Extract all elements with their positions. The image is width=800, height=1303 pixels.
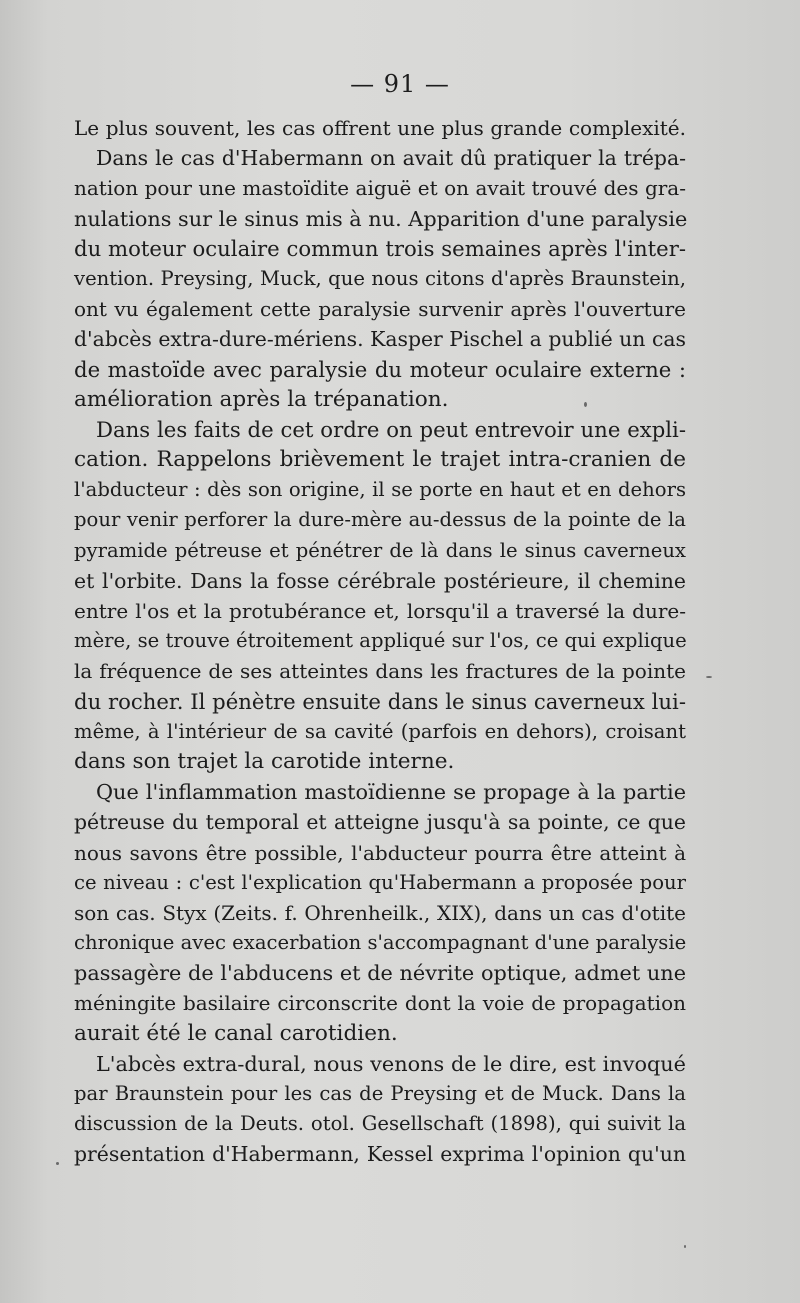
text-line: ce niveau : c'est l'explication qu'Habermann a proposée pour <box>74 870 686 894</box>
print-speck <box>706 676 712 678</box>
text-line: méningite basilaire circonscrite dont la voie de propagation <box>74 991 686 1016</box>
print-speck <box>584 402 587 407</box>
text-line: passagère de l'abducens et de névrite optique, admet une <box>74 961 686 986</box>
text-line: Dans le cas d'Habermann on avait dû pratiquer la trépa- <box>96 146 686 171</box>
text-line: vention. Preysing, Muck, que nous citons d'après Braunstein, <box>74 266 686 290</box>
text-line: nation pour une mastoïdite aiguë et on avait trouvé des gra- <box>74 176 686 201</box>
text-line: d'abcès extra-dure-mériens. Kasper Pischel a publié un cas <box>74 327 686 352</box>
text-line: aurait été le canal carotidien. <box>74 1020 398 1046</box>
text-line: pétreuse du temporal et atteigne jusqu'à sa pointe, ce que <box>74 810 686 835</box>
text-line: de mastoïde avec paralysie du moteur oculaire externe : <box>74 356 686 382</box>
text-line: Dans les faits de cet ordre on peut entrevoir une expli- <box>96 416 686 442</box>
text-line: pour venir perforer la dure-mère au-dessus de la pointe de la <box>74 508 686 532</box>
text-line: entre l'os et la protubérance et, lorsqu'il a traversé la dure- <box>74 599 686 623</box>
text-line: l'abducteur : dès son origine, il se porte en haut et en dehors <box>74 478 686 502</box>
print-speck <box>684 1245 686 1248</box>
text-line: cation. Rappelons brièvement le trajet intra-cranien de <box>74 447 686 473</box>
text-line: chronique avec exacerbation s'accompagnant d'une paralysie <box>74 931 687 955</box>
text-line: mère, se trouve étroitement appliqué sur l'os, ce qui explique <box>74 629 687 653</box>
text-line: même, à l'intérieur de sa cavité (parfois en dehors), croisant <box>74 719 686 743</box>
text-line: du moteur oculaire commun trois semaines après l'inter- <box>74 235 686 261</box>
text-line: Que l'inflammation mastoïdienne se propage à la partie <box>96 780 686 805</box>
text-line: discussion de la Deuts. otol. Gesellschaft (1898), qui suivit la <box>74 1112 686 1136</box>
text-line: amélioration après la trépanation. <box>74 386 449 412</box>
text-line: ont vu également cette paralysie survenir après l'ouverture <box>74 297 686 322</box>
text-line: et l'orbite. Dans la fosse cérébrale postérieure, il chemine <box>74 568 686 593</box>
text-line: Le plus souvent, les cas offrent une plus grande complexité. <box>74 116 686 140</box>
page-number: — 91 — <box>350 70 450 98</box>
text-line: la fréquence de ses atteintes dans les fractures de la pointe <box>74 659 686 684</box>
body-text <box>74 113 686 1170</box>
text-line: dans son trajet la carotide interne. <box>74 748 455 774</box>
text-line: nulations sur le sinus mis à nu. Apparition d'une paralysie <box>74 206 688 231</box>
text-line: son cas. Styx (Zeits. f. Ohrenheilk., XIX), dans un cas d'otite <box>74 900 686 925</box>
text-line: nous savons être possible, l'abducteur pourra être atteint à <box>74 840 686 865</box>
print-speck <box>56 1162 59 1165</box>
text-line: présentation d'Habermann, Kessel exprima l'opinion qu'un <box>74 1142 686 1167</box>
text-line: pyramide pétreuse et pénétrer de là dans le sinus caverneux <box>74 538 686 562</box>
text-line: du rocher. Il pénètre ensuite dans le sinus caverneux lui- <box>74 688 686 714</box>
text-line: L'abcès extra-dural, nous venons de le dire, est invoqué <box>96 1051 686 1076</box>
text-line: par Braunstein pour les cas de Preysing et de Muck. Dans la <box>74 1082 686 1105</box>
